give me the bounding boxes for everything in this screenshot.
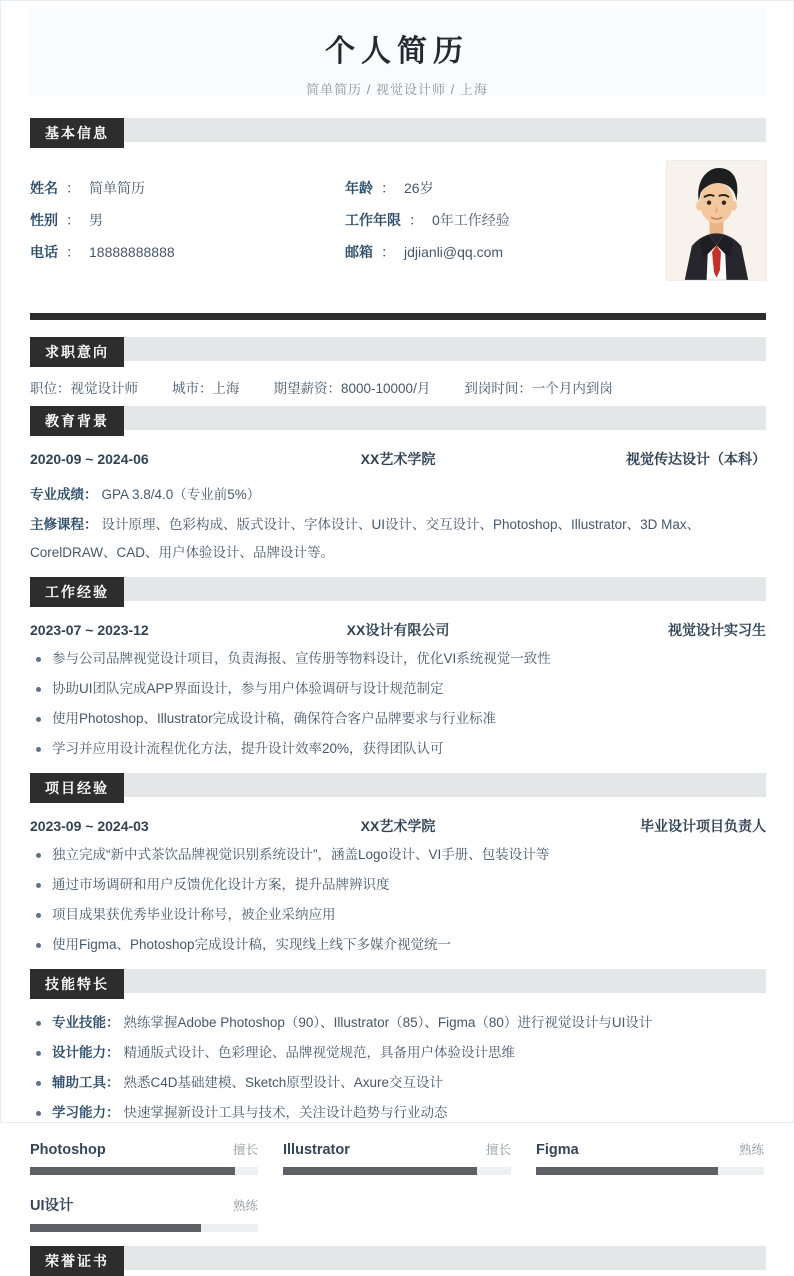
intent-salary: 期望薪资：8000-10000/月 (273, 381, 431, 396)
bullet-dot (36, 687, 41, 692)
project-bullet-list (30, 847, 766, 953)
skill-bar-illustrator: Illustrator 擅长 (283, 1140, 511, 1175)
bullet-dot (36, 1051, 41, 1056)
section-title: 求职意向 (30, 337, 124, 367)
basic-info-grid (30, 160, 766, 260)
section-header-job-intent (30, 337, 766, 367)
section-title: 教育背景 (30, 406, 124, 436)
bullet-dot (36, 657, 41, 662)
section-title: 项目经验 (30, 773, 124, 803)
section-header-education (30, 406, 766, 436)
skill-bullet: 学习能力： 快速掌握新设计工具与技术，关注设计趋势与行业动态 (30, 1105, 766, 1121)
field-age: 年龄 ： 26岁 (345, 180, 434, 196)
section-bar (30, 337, 766, 361)
work-bullet-list (30, 651, 766, 757)
field-name: 姓名 ： 简单简历 (30, 180, 145, 196)
project-bullet: 使用Figma、Photoshop完成设计稿，实现线上线下多媒介视觉统一 (30, 937, 766, 953)
field-phone: 电话 ： 18888888888 (30, 244, 175, 260)
intent-availability: 到岗时间：一个月内到岗 (464, 381, 613, 396)
skill-bar-figma: Figma 熟练 (536, 1140, 764, 1175)
bullet-dot (36, 717, 41, 722)
project-bullet: 通过市场调研和用户反馈优化设计方案，提升品牌辨识度 (30, 877, 766, 893)
page-title: 个人简历 (325, 35, 469, 68)
section-header-project (30, 773, 766, 803)
skill-fill (536, 1167, 718, 1175)
section-header-honors (30, 1246, 766, 1276)
section-bar (30, 577, 766, 601)
bullet-dot (36, 1081, 41, 1086)
section-bar (30, 1246, 766, 1270)
skill-bar-photoshop: Photoshop 擅长 (30, 1140, 258, 1175)
education-gpa-line: 专业成绩： GPA 3.8/4.0（专业前5%） (30, 487, 261, 502)
work-summary-row (30, 621, 766, 639)
section-title: 工作经验 (30, 577, 124, 607)
project-bullet: 项目成果获优秀毕业设计称号，被企业采纳应用 (30, 907, 766, 923)
bullet-dot (36, 1111, 41, 1116)
intent-city: 城市：上海 (172, 381, 240, 396)
skill-level-badge: 擅长 (232, 1143, 258, 1157)
work-bullet: 协助UI团队完成APP界面设计，参与用户体验调研与设计规范制定 (30, 681, 766, 697)
work-bullet: 使用Photoshop、Illustrator完成设计稿，确保符合客户品牌要求与行业标准 (30, 711, 766, 727)
education-summary-row (30, 450, 766, 468)
bullet-dot (36, 913, 41, 918)
project-summary-row (30, 817, 766, 835)
education-major: 视觉传达设计（本科） (626, 451, 766, 467)
project-period: 2023-09 ~ 2024-03 (30, 818, 149, 834)
section-bar (30, 969, 766, 993)
bullet-dot (36, 943, 41, 948)
skill-bar-ui-design: UI设计 熟练 (30, 1194, 258, 1232)
project-org: XX艺术学院 (360, 818, 436, 834)
skills-bullet-list (30, 1015, 766, 1121)
work-role: 视觉设计实习生 (668, 622, 766, 638)
skill-bars (30, 1140, 766, 1232)
avatar-illustration (667, 161, 766, 280)
skill-fill (30, 1224, 201, 1232)
skill-level-badge: 擅长 (485, 1143, 511, 1157)
bullet-dot (36, 747, 41, 752)
section-title: 荣誉证书 (30, 1246, 124, 1276)
basic-info-block (30, 160, 766, 290)
skill-fill (30, 1167, 235, 1175)
skill-track (30, 1167, 258, 1175)
bullet-dot (36, 1021, 41, 1026)
work-bullet: 参与公司品牌视觉设计项目，负责海报、宣传册等物料设计，优化VI系统视觉一致性 (30, 651, 766, 667)
project-bullet: 独立完成“新中式茶饮品牌视觉识别系统设计”，涵盖Logo设计、VI手册、包装设计等 (30, 847, 766, 863)
work-company: XX设计有限公司 (346, 622, 450, 638)
skill-level-badge: 熟练 (738, 1143, 764, 1157)
id-photo (667, 161, 766, 280)
page-subtitle: 简单简历 / 视觉设计师 / 上海 (306, 82, 488, 97)
section-header-basic-info (30, 118, 766, 148)
section-title: 基本信息 (30, 118, 124, 148)
work-bullet: 学习并应用设计流程优化方法，提升设计效率20%，获得团队认可 (30, 741, 766, 757)
field-email: 邮箱 ： jdjianli@qq.com (345, 244, 504, 260)
field-experience-years: 工作年限 ： 0年工作经验 (345, 212, 510, 228)
skill-bullet: 专业技能： 熟练掌握Adobe Photoshop（90）、Illustrator（85）、Figma（80）进行视觉设计与UI设计 (30, 1015, 766, 1031)
section-bar (30, 118, 766, 142)
skill-track (536, 1167, 764, 1175)
section-header-work (30, 577, 766, 607)
skill-track (283, 1167, 511, 1175)
education-courses-line: 主修课程： 设计原理、色彩构成、版式设计、字体设计、UI设计、交互设计、Photoshop、Illustrator、3D Max、CorelDRAW、CAD、用户体验设计、品牌设计等。 (30, 517, 701, 560)
section-bar (30, 773, 766, 797)
section-title: 技能特长 (30, 969, 124, 999)
section-divider (30, 313, 766, 320)
skill-bullet: 辅助工具： 熟悉C4D基础建模、Sketch原型设计、Axure交互设计 (30, 1075, 766, 1091)
project-role: 毕业设计项目负责人 (640, 818, 766, 834)
resume-header (0, 0, 794, 98)
job-intent-row (30, 380, 766, 398)
intent-position: 职位：视觉设计师 (30, 381, 138, 396)
skill-fill (283, 1167, 477, 1175)
skill-level-badge: 熟练 (232, 1199, 258, 1213)
education-period: 2020-09 ~ 2024-06 (30, 451, 149, 467)
skill-bullet: 设计能力： 精通版式设计、色彩理论、品牌视觉规范，具备用户体验设计思维 (30, 1045, 766, 1061)
section-header-skills (30, 969, 766, 999)
education-school: XX艺术学院 (360, 451, 436, 467)
skill-track (30, 1224, 258, 1232)
bullet-dot (36, 853, 41, 858)
field-gender: 性别 ： 男 (30, 212, 103, 228)
bullet-dot (36, 883, 41, 888)
section-bar (30, 406, 766, 430)
work-period: 2023-07 ~ 2023-12 (30, 622, 149, 638)
